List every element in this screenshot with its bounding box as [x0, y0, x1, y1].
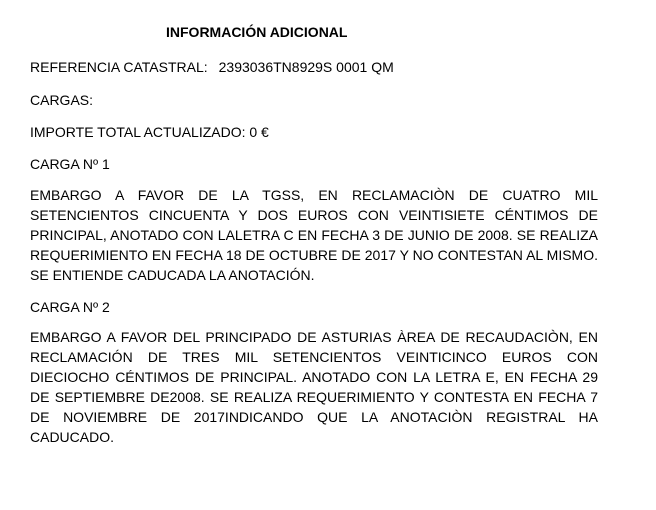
- document-title: INFORMACIÓN ADICIONAL: [166, 24, 348, 40]
- referencia-catastral-line: [30, 58, 394, 76]
- carga-2-heading: CARGA Nº 2: [30, 299, 110, 315]
- referencia-catastral-value: 2393036TN8929S 0001 QM: [218, 59, 394, 75]
- importe-total: IMPORTE TOTAL ACTUALIZADO: 0 €: [30, 124, 269, 140]
- carga-2-text: EMBARGO A FAVOR DEL PRINCIPADO DE ASTURIAS ÀREA DE RECAUDACIÒN, EN RECLAMACIÓN DE TRES MIL SETENCIENTOS VEINTICINCO EUROS CON DIECIOCHO CÉNTIMOS DE PRINCIPAL. ANOTADO CON LA LETRA E, EN FECHA 29 DE SEPTIEMBRE DE2008. SE REALIZA REQUERIMIENTO Y CONTESTA EN FECHA 7 DE NOVIEMBRE DE 2017INDICANDO QUE LA ANOTACIÒN REGISTRAL HA CADUCADO.: [30, 329, 598, 445]
- referencia-catastral-label: REFERENCIA CATASTRAL:: [30, 59, 208, 75]
- cargas-label: CARGAS:: [30, 92, 94, 108]
- carga-1-text: EMBARGO A FAVOR DE LA TGSS, EN RECLAMACIÒN DE CUATRO MIL SETENCIENTOS CINCUENTA Y DOS EUROS CON VEINTISIETE CÉNTIMOS DE PRINCIPAL, ANOTADO CON LALETRA C EN FECHA 3 DE JUNIO DE 2008. SE REALIZA REQUERIMIENTO EN FECHA 18 DE OCTUBRE DE 2017 Y NO CONTESTAN AL MISMO. SE ENTIENDE CADUCADA LA ANOTACIÓN.: [30, 187, 598, 283]
- carga-1-heading: CARGA Nº 1: [30, 156, 110, 172]
